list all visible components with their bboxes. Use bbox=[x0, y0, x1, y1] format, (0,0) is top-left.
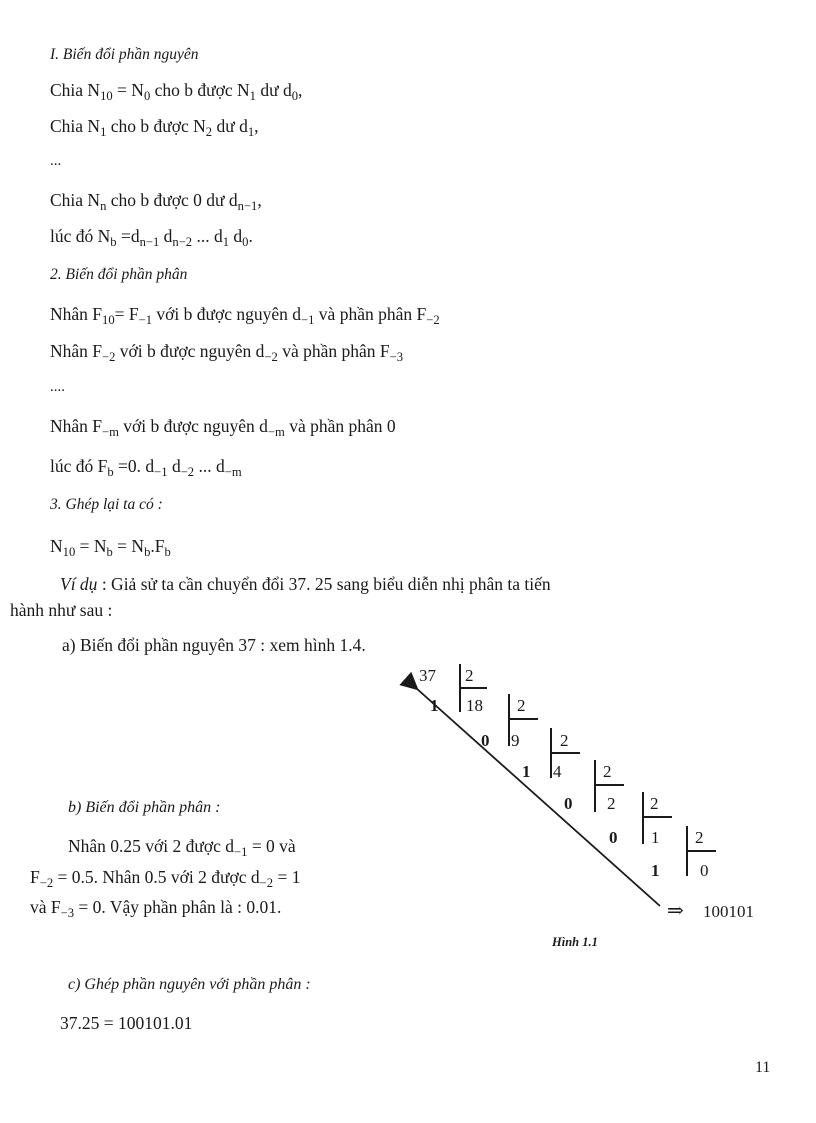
figure-caption: Hình 1.1 bbox=[552, 935, 598, 949]
divisor-5: 2 bbox=[650, 794, 659, 813]
text-line-2: Chia $N_1$ cho b được $N_2$ dư $d_1$, bbox=[50, 116, 259, 139]
binary-result: 100101 bbox=[703, 902, 754, 921]
dividend-18: 18 bbox=[466, 696, 483, 715]
heading-fraction-part: 2. Biến đổi phần phân bbox=[50, 266, 188, 283]
dividend-1: 1 bbox=[651, 828, 660, 847]
example-line-1: Ví dụ : Giả sử ta cần chuyển đổi 37. 25 sang biểu diễn nhị phân ta tiến bbox=[60, 574, 551, 594]
remainder-4: 0 bbox=[564, 794, 573, 813]
result-line: 37.25 = 100101.01 bbox=[60, 1013, 193, 1033]
dividend-0: 0 bbox=[700, 861, 709, 880]
dividend-4: 4 bbox=[553, 762, 562, 781]
text-line-1: Chia $N_{10} = N_0$ cho b được $N_1$ dư $d_0$, bbox=[50, 80, 303, 103]
division-bar-v bbox=[642, 792, 644, 844]
part-b-heading: b) Biến đổi phần phân : bbox=[68, 799, 221, 816]
dividend-2: 2 bbox=[607, 794, 616, 813]
part-c-heading: c) Ghép phần nguyên với phần phân : bbox=[68, 976, 311, 993]
remainder-2: 0 bbox=[481, 731, 490, 750]
ellipsis-2: .... bbox=[50, 379, 65, 395]
text-line-4: lúc đó $N_b =d_{n-1}$ $d_{n-2}$ ... $d_1$ $d_0$. bbox=[50, 226, 253, 249]
part-b-line-2: $F_{-2} = 0.5$. Nhân 0.5 với 2 được $d_{-2} = 1$ bbox=[30, 867, 301, 890]
heading-combine: 3. Ghép lại ta có : bbox=[50, 496, 163, 513]
divisor-2: 2 bbox=[517, 696, 526, 715]
heading-integer-part: I. Biến đổi phần nguyên bbox=[50, 46, 199, 63]
text-line-7: Nhân $F_{-m}$ với b được nguyên $d_{-m}$ và phần phân 0 bbox=[50, 416, 396, 439]
dividend-37: 37 bbox=[419, 666, 436, 685]
page-number: 11 bbox=[755, 1059, 771, 1076]
part-b-line-1: Nhân 0.25 với 2 được $d_{-1} = 0$ và bbox=[68, 836, 296, 859]
divisor-3: 2 bbox=[560, 731, 569, 750]
remainder-1: 1 bbox=[430, 696, 439, 715]
example-line-2: hành như sau : bbox=[10, 600, 113, 620]
division-bar-h bbox=[594, 784, 624, 786]
part-a-text: a) Biến đổi phần nguyên 37 : xem hình 1.4. bbox=[62, 635, 366, 655]
division-bar-v bbox=[508, 694, 510, 746]
text-line-8: lúc đó $F_b =0$. $d_{-1}$ $d_{-2}$ ... $d_{-m}$ bbox=[50, 456, 242, 479]
division-bar-h bbox=[550, 752, 580, 754]
division-bar-h bbox=[642, 816, 672, 818]
divisor-4: 2 bbox=[603, 762, 612, 781]
division-bar-h bbox=[508, 718, 538, 720]
ellipsis-1: ... bbox=[50, 153, 62, 169]
dividend-9: 9 bbox=[511, 731, 520, 750]
division-bar-v bbox=[594, 760, 596, 812]
remainder-3: 1 bbox=[522, 762, 531, 781]
remainder-6: 1 bbox=[651, 861, 660, 880]
division-bar-h bbox=[686, 850, 716, 852]
divisor-1: 2 bbox=[465, 666, 474, 685]
text-line-6: Nhân $F_{-2}$ với b được nguyên $d_{-2}$ và phần phân $F_{-3}$ bbox=[50, 341, 404, 364]
text-line-3: Chia $N_n$ cho b được 0 dư $d_{n-1}$, bbox=[50, 190, 262, 213]
remainder-5: 0 bbox=[609, 828, 618, 847]
division-bar-h bbox=[459, 687, 487, 689]
divisor-6: 2 bbox=[695, 828, 704, 847]
implies-arrow-icon: ⇒ bbox=[667, 900, 684, 922]
text-line-9: $N_{10} = N_b = N_b.F_b$ bbox=[50, 536, 171, 559]
text-line-5: Nhân $F_{10}= F_{-1}$ với b được nguyên $d_{-1}$ và phần phân $F_{-2}$ bbox=[50, 304, 440, 327]
part-b-line-3: và $F_{-3} = 0$. Vậy phần phân là : 0.01. bbox=[30, 897, 282, 920]
